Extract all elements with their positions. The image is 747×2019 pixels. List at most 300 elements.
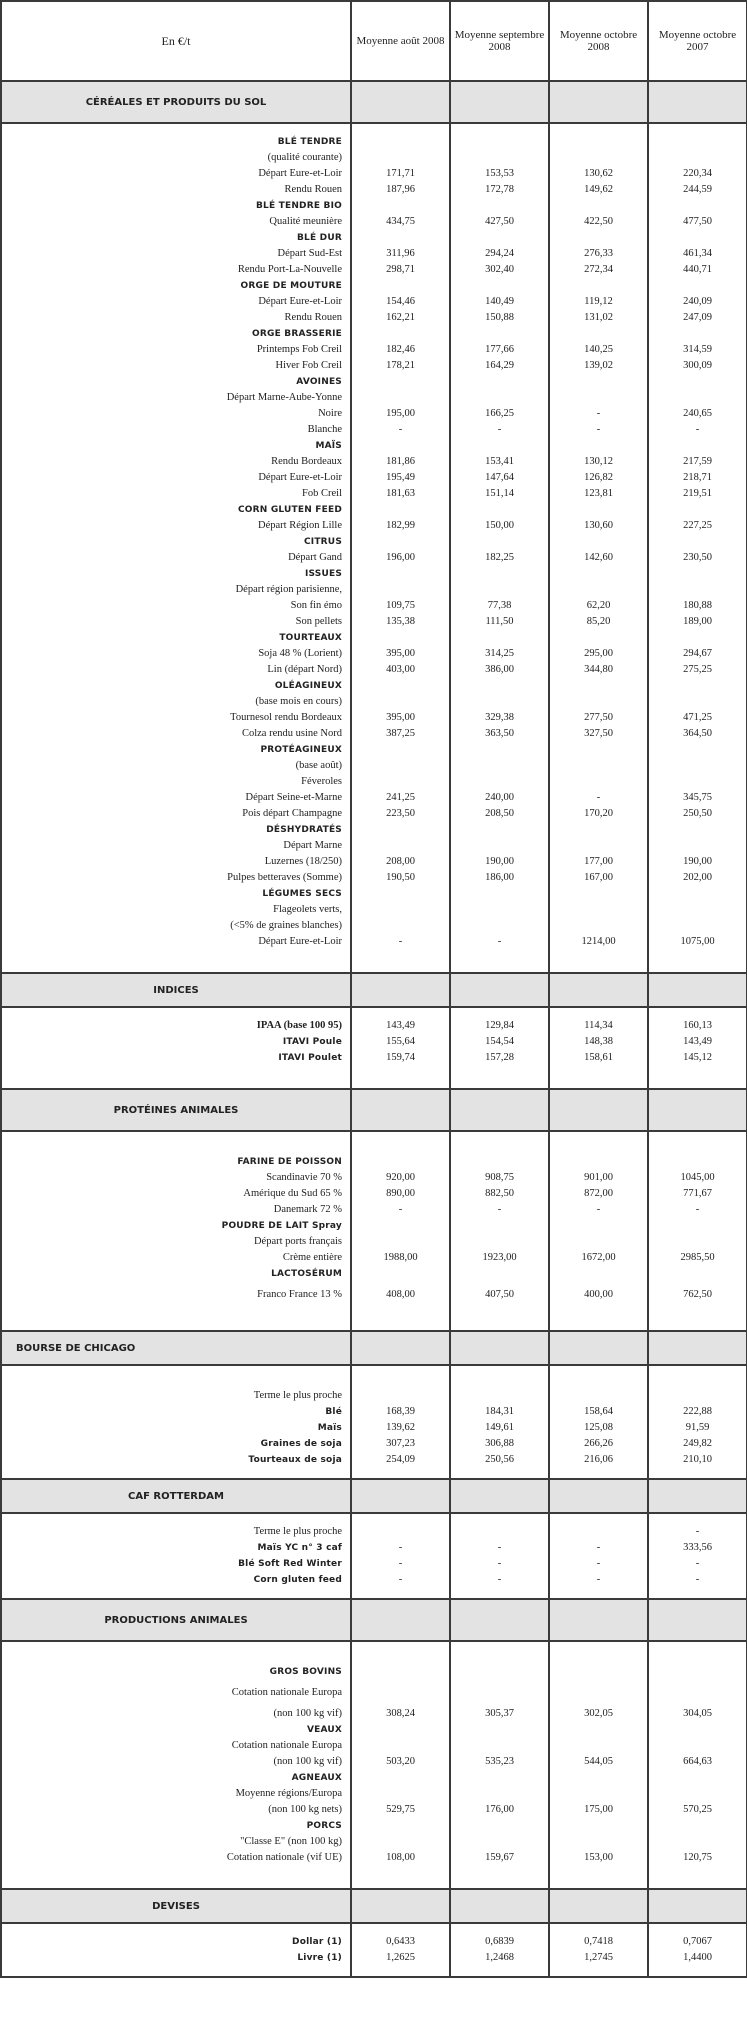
category-row <box>1 822 747 838</box>
value-cell: 1,2468 <box>450 1950 549 1966</box>
empty-cell <box>549 678 648 694</box>
row-label: Départ Sud-Est <box>1 246 351 262</box>
empty-cell <box>549 1923 648 1934</box>
empty-cell <box>351 1923 450 1934</box>
value-cell: 176,00 <box>450 1802 549 1818</box>
empty-cell <box>549 81 648 123</box>
empty-cell <box>648 1818 747 1834</box>
empty-cell <box>549 198 648 214</box>
empty-cell <box>648 1966 747 1977</box>
empty-cell <box>450 1266 549 1282</box>
row-label: Crème entière <box>1 1250 351 1266</box>
value-cell: 254,09 <box>351 1452 450 1468</box>
value-cell: 294,67 <box>648 646 747 662</box>
value-cell: 182,99 <box>351 518 450 534</box>
value-cell: 244,59 <box>648 182 747 198</box>
empty-cell <box>549 1388 648 1404</box>
value-cell: 1075,00 <box>648 934 747 950</box>
empty-cell <box>450 1818 549 1834</box>
empty-cell <box>648 918 747 934</box>
table-row <box>1 902 747 918</box>
empty-cell <box>450 1218 549 1234</box>
empty-cell <box>1 950 351 973</box>
empty-cell <box>1 1365 351 1388</box>
row-label: Départ ports français <box>1 1234 351 1250</box>
value-cell: 168,39 <box>351 1404 450 1420</box>
category-row <box>1 326 747 342</box>
empty-cell <box>351 1818 450 1834</box>
empty-cell <box>648 134 747 150</box>
empty-cell <box>450 1479 549 1513</box>
category-label: ISSUES <box>1 566 351 582</box>
empty-cell <box>549 918 648 934</box>
category-row <box>1 1664 747 1680</box>
empty-cell <box>351 1770 450 1786</box>
value-cell: 130,60 <box>549 518 648 534</box>
empty-cell <box>351 973 450 1007</box>
empty-cell <box>648 1866 747 1889</box>
empty-cell <box>351 950 450 973</box>
empty-cell <box>351 1866 450 1889</box>
value-cell: 503,20 <box>351 1754 450 1770</box>
empty-cell <box>1 1468 351 1479</box>
value-cell: 91,59 <box>648 1420 747 1436</box>
empty-cell <box>549 822 648 838</box>
category-row <box>1 1770 747 1786</box>
empty-cell <box>648 1889 747 1923</box>
empty-cell <box>450 1786 549 1802</box>
value-cell: 135,38 <box>351 614 450 630</box>
row-label: Féveroles <box>1 774 351 790</box>
section-title: DEVISES <box>1 1889 351 1923</box>
value-cell: 294,24 <box>450 246 549 262</box>
value-cell: - <box>648 1202 747 1218</box>
unit-header: En €/t <box>1 1 351 81</box>
value-cell: 189,00 <box>648 614 747 630</box>
value-cell: 240,00 <box>450 790 549 806</box>
empty-cell <box>450 1154 549 1170</box>
empty-cell <box>549 1331 648 1365</box>
value-cell: 129,84 <box>450 1018 549 1034</box>
value-cell: 295,00 <box>549 646 648 662</box>
category-label: POUDRE DE LAIT Spray <box>1 1218 351 1234</box>
category-row <box>1 134 747 150</box>
empty-cell <box>450 326 549 342</box>
row-label: (qualité courante) <box>1 150 351 166</box>
table-row <box>1 1706 747 1722</box>
column-header: Moyenne septembre 2008 <box>450 1 549 81</box>
spacer-row <box>1 1513 747 1524</box>
value-cell: 114,34 <box>549 1018 648 1034</box>
value-cell: 140,25 <box>549 342 648 358</box>
table-row <box>1 1234 747 1250</box>
value-cell: - <box>648 1556 747 1572</box>
row-label: Départ Eure-et-Loir <box>1 166 351 182</box>
empty-cell <box>450 630 549 646</box>
empty-cell <box>351 678 450 694</box>
value-cell: 150,00 <box>450 518 549 534</box>
table-row <box>1 342 747 358</box>
value-cell: 471,25 <box>648 710 747 726</box>
empty-cell <box>549 1131 648 1154</box>
row-label: Son pellets <box>1 614 351 630</box>
empty-cell <box>648 1007 747 1018</box>
value-cell: 195,49 <box>351 470 450 486</box>
row-label: Départ Seine-et-Marne <box>1 790 351 806</box>
category-label: Dollar (1) <box>1 1934 351 1950</box>
table-row <box>1 598 747 614</box>
empty-cell <box>1 1866 351 1889</box>
empty-cell <box>450 678 549 694</box>
value-cell: - <box>450 934 549 950</box>
table-row <box>1 294 747 310</box>
value-cell: 149,62 <box>549 182 648 198</box>
category-row <box>1 534 747 550</box>
section-title: CAF ROTTERDAM <box>1 1479 351 1513</box>
column-header: Moyenne août 2008 <box>351 1 450 81</box>
spacer-row <box>1 123 747 134</box>
empty-cell <box>351 134 450 150</box>
value-cell: 143,49 <box>648 1034 747 1050</box>
empty-cell <box>351 1664 450 1680</box>
value-cell: 920,00 <box>351 1170 450 1186</box>
category-label: CORN GLUTEN FEED <box>1 502 351 518</box>
column-header: Moyenne octobre 2008 <box>549 1 648 81</box>
empty-cell <box>549 390 648 406</box>
empty-cell <box>351 822 450 838</box>
empty-cell <box>549 582 648 598</box>
empty-cell <box>351 1588 450 1599</box>
empty-cell <box>549 278 648 294</box>
empty-cell <box>450 973 549 1007</box>
section-title: BOURSE DE CHICAGO <box>1 1331 351 1365</box>
row-label: (non 100 kg vif) <box>1 1754 351 1770</box>
value-cell: 249,82 <box>648 1436 747 1452</box>
value-cell: 272,34 <box>549 262 648 278</box>
value-cell: - <box>648 422 747 438</box>
value-cell: 247,09 <box>648 310 747 326</box>
table-row <box>1 662 747 678</box>
empty-cell <box>450 694 549 710</box>
empty-cell <box>450 390 549 406</box>
empty-cell <box>351 838 450 854</box>
table-row <box>1 726 747 742</box>
empty-cell <box>351 1218 450 1234</box>
value-cell: 544,05 <box>549 1754 648 1770</box>
empty-cell <box>351 630 450 646</box>
empty-cell <box>549 758 648 774</box>
empty-cell <box>450 1234 549 1250</box>
value-cell: 108,00 <box>351 1850 450 1866</box>
empty-cell <box>549 1588 648 1599</box>
empty-cell <box>351 1722 450 1738</box>
empty-cell <box>648 326 747 342</box>
empty-cell <box>351 1834 450 1850</box>
value-cell: 140,49 <box>450 294 549 310</box>
table-row <box>1 214 747 230</box>
empty-cell <box>648 973 747 1007</box>
value-cell: 333,56 <box>648 1540 747 1556</box>
category-row <box>1 1154 747 1170</box>
value-cell: 130,12 <box>549 454 648 470</box>
table-row <box>1 1524 747 1540</box>
empty-cell <box>450 1834 549 1850</box>
value-cell: 159,74 <box>351 1050 450 1066</box>
value-cell: 314,25 <box>450 646 549 662</box>
empty-cell <box>549 1479 648 1513</box>
value-cell: 461,34 <box>648 246 747 262</box>
empty-cell <box>549 502 648 518</box>
category-row <box>1 1540 747 1556</box>
value-cell: - <box>549 1556 648 1572</box>
category-label: ORGE BRASSERIE <box>1 326 351 342</box>
empty-cell <box>549 950 648 973</box>
row-label: Rendu Bordeaux <box>1 454 351 470</box>
empty-cell <box>351 150 450 166</box>
empty-cell <box>1 1066 351 1089</box>
empty-cell <box>648 1154 747 1170</box>
column-header: Moyenne octobre 2007 <box>648 1 747 81</box>
category-row <box>1 886 747 902</box>
empty-cell <box>549 1218 648 1234</box>
table-row <box>1 1754 747 1770</box>
table-row <box>1 1250 747 1266</box>
empty-cell <box>351 81 450 123</box>
value-cell: 159,67 <box>450 1850 549 1866</box>
empty-cell <box>549 1722 648 1738</box>
empty-cell <box>1 1641 351 1664</box>
empty-cell <box>450 534 549 550</box>
value-cell: 147,64 <box>450 470 549 486</box>
category-row <box>1 742 747 758</box>
empty-cell <box>549 1089 648 1131</box>
value-cell: 120,75 <box>648 1850 747 1866</box>
value-cell: 178,21 <box>351 358 450 374</box>
value-cell: 298,71 <box>351 262 450 278</box>
category-label: PROTÉAGINEUX <box>1 742 351 758</box>
value-cell: 223,50 <box>351 806 450 822</box>
empty-cell <box>1 123 351 134</box>
empty-cell <box>648 566 747 582</box>
category-label: BLÉ TENDRE BIO <box>1 198 351 214</box>
row-label: Rendu Rouen <box>1 182 351 198</box>
value-cell: 407,50 <box>450 1282 549 1308</box>
value-cell: 155,64 <box>351 1034 450 1050</box>
empty-cell <box>549 1866 648 1889</box>
value-cell: 77,38 <box>450 598 549 614</box>
value-cell: 154,46 <box>351 294 450 310</box>
empty-cell <box>450 1889 549 1923</box>
empty-cell <box>351 502 450 518</box>
value-cell: 1,2625 <box>351 1950 450 1966</box>
value-cell: 363,50 <box>450 726 549 742</box>
empty-cell <box>450 822 549 838</box>
empty-cell <box>1 1131 351 1154</box>
value-cell: 164,29 <box>450 358 549 374</box>
empty-cell <box>648 1786 747 1802</box>
empty-cell <box>549 374 648 390</box>
category-label: VEAUX <box>1 1722 351 1738</box>
section-title: INDICES <box>1 973 351 1007</box>
empty-cell <box>549 1738 648 1754</box>
category-row <box>1 198 747 214</box>
row-label: Départ région parisienne, <box>1 582 351 598</box>
empty-cell <box>648 123 747 134</box>
value-cell: 1988,00 <box>351 1250 450 1266</box>
value-cell: 111,50 <box>450 614 549 630</box>
value-cell: 308,24 <box>351 1706 450 1722</box>
value-cell: 311,96 <box>351 246 450 262</box>
value-cell: - <box>549 422 648 438</box>
value-cell: 186,00 <box>450 870 549 886</box>
value-cell: - <box>351 934 450 950</box>
value-cell: 882,50 <box>450 1186 549 1202</box>
value-cell: 202,00 <box>648 870 747 886</box>
empty-cell <box>648 1066 747 1089</box>
empty-cell <box>648 774 747 790</box>
section-header-row <box>1 1479 747 1513</box>
empty-cell <box>648 230 747 246</box>
spacer-row <box>1 1588 747 1599</box>
row-label: Danemark 72 % <box>1 1202 351 1218</box>
empty-cell <box>351 1154 450 1170</box>
value-cell: 302,40 <box>450 262 549 278</box>
value-cell: 220,34 <box>648 166 747 182</box>
empty-cell <box>648 822 747 838</box>
empty-cell <box>351 1513 450 1524</box>
empty-cell <box>351 1786 450 1802</box>
row-label: Cotation nationale (vif UE) <box>1 1850 351 1866</box>
value-cell: 387,25 <box>351 726 450 742</box>
empty-cell <box>549 838 648 854</box>
empty-cell <box>450 774 549 790</box>
section-header-row <box>1 1599 747 1641</box>
empty-cell <box>450 1331 549 1365</box>
category-row <box>1 1436 747 1452</box>
category-label: AVOINES <box>1 374 351 390</box>
empty-cell <box>648 81 747 123</box>
empty-cell <box>450 134 549 150</box>
empty-cell <box>351 278 450 294</box>
row-label: Printemps Fob Creil <box>1 342 351 358</box>
empty-cell <box>351 1266 450 1282</box>
value-cell: 222,88 <box>648 1404 747 1420</box>
table-row <box>1 646 747 662</box>
value-cell: 170,20 <box>549 806 648 822</box>
category-label: AGNEAUX <box>1 1770 351 1786</box>
empty-cell <box>549 1513 648 1524</box>
value-cell: 190,50 <box>351 870 450 886</box>
empty-cell <box>648 582 747 598</box>
empty-cell <box>648 374 747 390</box>
empty-cell <box>648 1588 747 1599</box>
row-label: (base août) <box>1 758 351 774</box>
value-cell: 131,02 <box>549 310 648 326</box>
table-row <box>1 790 747 806</box>
table-row <box>1 166 747 182</box>
value-cell: 85,20 <box>549 614 648 630</box>
empty-cell <box>549 973 648 1007</box>
empty-cell <box>648 534 747 550</box>
category-row <box>1 678 747 694</box>
table-row <box>1 1388 747 1404</box>
empty-cell <box>549 150 648 166</box>
row-label: Départ Gand <box>1 550 351 566</box>
category-row <box>1 438 747 454</box>
row-label: Son fin émo <box>1 598 351 614</box>
empty-cell <box>351 1365 450 1388</box>
row-label: Moyenne régions/Europa <box>1 1786 351 1802</box>
empty-cell <box>450 1738 549 1754</box>
category-label: OLÉAGINEUX <box>1 678 351 694</box>
empty-cell <box>351 582 450 598</box>
table-row <box>1 390 747 406</box>
value-cell: 275,25 <box>648 662 747 678</box>
value-cell: 154,54 <box>450 1034 549 1050</box>
empty-cell <box>450 1722 549 1738</box>
spacer-row <box>1 1966 747 1977</box>
category-label: LACTOSÉRUM <box>1 1266 351 1282</box>
row-label: "Classe E" (non 100 kg) <box>1 1834 351 1850</box>
empty-cell <box>351 566 450 582</box>
row-label: Départ Marne <box>1 838 351 854</box>
empty-cell <box>450 1308 549 1331</box>
empty-cell <box>1 1513 351 1524</box>
empty-cell <box>450 502 549 518</box>
value-cell: - <box>351 1540 450 1556</box>
table-row <box>1 1850 747 1866</box>
empty-cell <box>648 694 747 710</box>
spacer-row <box>1 1308 747 1331</box>
value-cell: 529,75 <box>351 1802 450 1818</box>
table-row <box>1 582 747 598</box>
value-cell: 142,60 <box>549 550 648 566</box>
empty-cell <box>450 918 549 934</box>
empty-cell <box>450 1680 549 1706</box>
table-row <box>1 182 747 198</box>
row-label: Départ Région Lille <box>1 518 351 534</box>
empty-cell <box>351 1966 450 1977</box>
empty-cell <box>549 742 648 758</box>
row-label: IPAA (base 100 95) <box>1 1018 351 1034</box>
empty-cell <box>648 1641 747 1664</box>
empty-cell <box>450 902 549 918</box>
empty-cell <box>450 566 549 582</box>
row-label: Amérique du Sud 65 % <box>1 1186 351 1202</box>
value-cell: 535,23 <box>450 1754 549 1770</box>
empty-cell <box>351 758 450 774</box>
value-cell: 180,88 <box>648 598 747 614</box>
empty-cell <box>351 534 450 550</box>
category-row <box>1 1266 747 1282</box>
empty-cell <box>549 1468 648 1479</box>
empty-cell <box>450 1770 549 1786</box>
row-label: Lin (départ Nord) <box>1 662 351 678</box>
empty-cell <box>648 1479 747 1513</box>
value-cell: 177,66 <box>450 342 549 358</box>
value-cell: - <box>549 406 648 422</box>
row-label: Rendu Rouen <box>1 310 351 326</box>
empty-cell <box>351 1066 450 1089</box>
row-label: Terme le plus proche <box>1 1388 351 1404</box>
row-label: Départ Eure-et-Loir <box>1 294 351 310</box>
table-row <box>1 550 747 566</box>
row-label: Hiver Fob Creil <box>1 358 351 374</box>
category-label: ORGE DE MOUTURE <box>1 278 351 294</box>
spacer-row <box>1 1641 747 1664</box>
category-row <box>1 1934 747 1950</box>
table-row <box>1 1202 747 1218</box>
